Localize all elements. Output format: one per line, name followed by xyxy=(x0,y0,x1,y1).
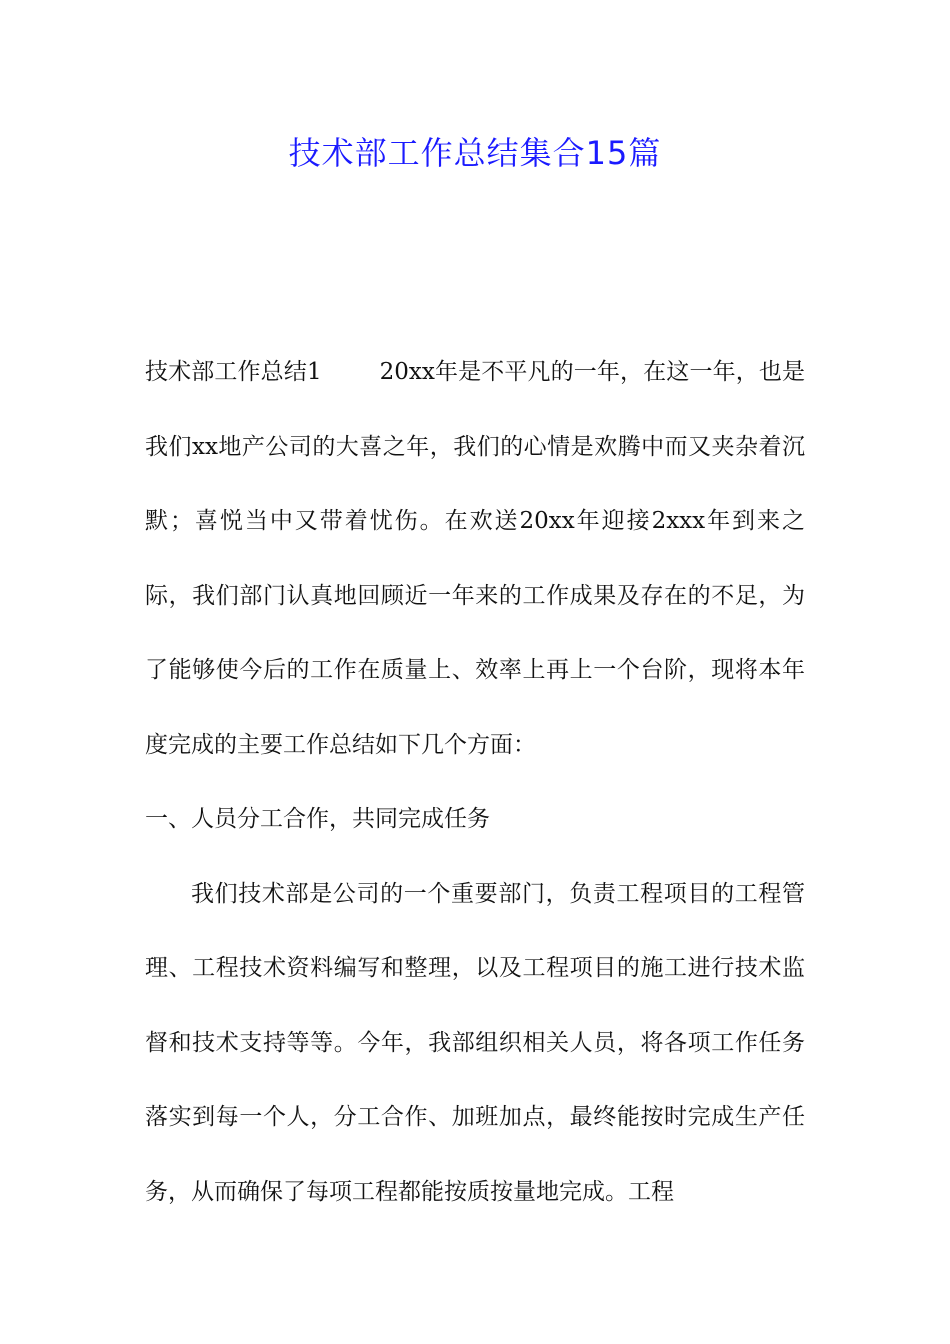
section-heading: 一、人员分工合作，共同完成任务 xyxy=(145,806,490,832)
body-paragraph: 我们技术部是公司的一个重要部门，负责工程项目的工程管理、工程技术资料编写和整理，以及工程项目的施工进行技术监督和技术支持等等。今年，我部组织相关人员，将各项工作任务落实到每一个人，分工合作、加班加点，最终能按时完成生产任务，从而确保了每项工程都能按质按量地完成。工程 xyxy=(145,880,805,1205)
document-body xyxy=(145,335,805,1229)
document-title: 技术部工作总结集合15篇 xyxy=(288,134,662,172)
intro-paragraph xyxy=(145,335,805,782)
article-heading: 技术部工作总结1 xyxy=(145,359,322,385)
intro-text: 20xx年是不平凡的一年，在这一年，也是我们xx地产公司的大喜之年，我们的心情是欢腾中而又夹杂着沉默；喜悦当中又带着忧伤。在欢送20xx年迎接2xxx年到来之际，我们部门认真地回顾近一年来的工作成果及存在的不足，为了能够使今后的工作在质量上、效率上再上一个台阶，现将本年度完成的主要工作总结如下几个方面： xyxy=(145,359,805,758)
